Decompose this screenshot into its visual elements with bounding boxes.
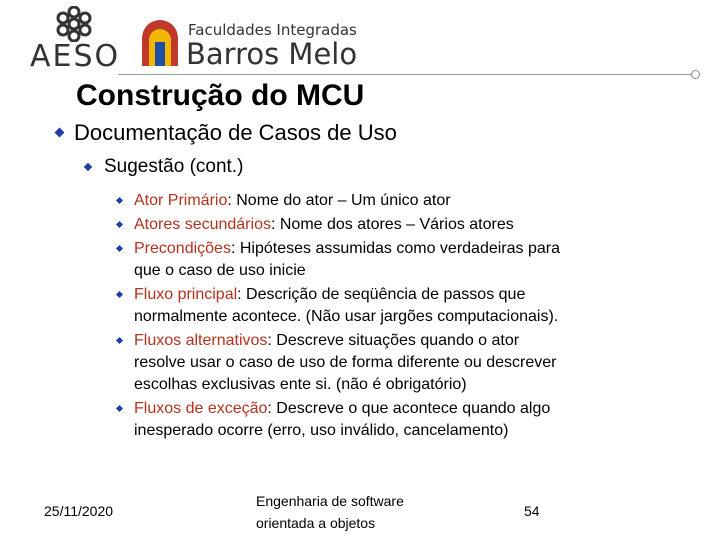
footer-course [256,490,404,534]
list-item-text: : Descreve situações quando o ator [267,332,520,349]
list-item-text: : Descrição de seqüência de passos que [237,286,526,303]
header-divider [118,74,692,75]
bullet-list [134,190,704,444]
list-item-line [134,284,704,306]
bullet-icon [116,337,123,344]
divider-end-dot [691,70,700,79]
list-item-line [134,398,704,420]
list-item-text: resolve usar o caso de uso de forma diferente ou descrever [134,354,557,371]
page-number: 54 [524,503,540,519]
list-item-term: Atores secundários [134,216,271,233]
barros-melo-emblem-icon [140,20,180,66]
list-item-line [134,306,704,328]
bullet-icon [84,163,92,171]
barros-melo-logo [140,20,380,70]
aeso-logo [30,6,121,74]
bullet-icon [116,405,123,412]
aeso-emblem-icon [54,6,94,42]
list-item-term: Fluxos de exceção [134,400,268,417]
list-item-term: Fluxo principal [134,286,238,303]
slide-title: Construção do MCU [76,79,365,112]
list-item-line [134,374,704,396]
footer-course-line1: Engenharia de software [256,493,404,509]
level1-text: Documentação de Casos de Uso [74,120,397,145]
list-item-term: Fluxos alternativos [134,332,268,349]
list-item [134,238,704,282]
list-item-line [134,352,704,374]
list-item [134,190,704,212]
list-item-text: : Hipóteses assumidas como verdadeiras para [230,240,560,257]
list-item-text: normalmente acontece. (Não usar jargões computacionais). [134,308,559,325]
bullet-icon [116,221,123,228]
list-item [134,214,704,236]
list-item-line [134,420,704,442]
bullet-icon [116,245,123,252]
list-item-term: Ator Primário [134,192,228,209]
list-item-text: inesperado ocorre (erro, uso inválido, cancelamento) [134,422,509,439]
footer-course-line2: orientada a objetos [256,515,376,531]
bullet-icon [116,291,123,298]
list-item-term: Precondições [134,240,231,257]
footer-date: 25/11/2020 [44,503,114,519]
list-item-text: : Nome do ator – Um único ator [227,192,451,209]
list-item-text: : Descreve o que acontece quando algo [267,400,551,417]
list-item [134,330,704,396]
list-item [134,398,704,442]
list-item-line [134,238,704,260]
logo-name: Barros Melo [186,37,358,71]
level2-text: Sugestão (cont.) [104,156,244,177]
bullet-icon [116,197,123,204]
aeso-wordmark: AESO [30,39,121,74]
bullet-icon [55,128,65,138]
list-item-line [134,190,704,212]
list-item-text: escolhas exclusivas ente si. (não é obrigatório) [134,376,467,393]
logo-subtitle: Faculdades Integradas [188,21,357,39]
list-item-line [134,260,704,282]
list-item-line [134,214,704,236]
list-item-text: que o caso de uso inicie [134,262,306,279]
list-item-line [134,330,704,352]
list-item-text: : Nome dos atores – Vários atores [270,216,514,233]
list-item [134,284,704,328]
